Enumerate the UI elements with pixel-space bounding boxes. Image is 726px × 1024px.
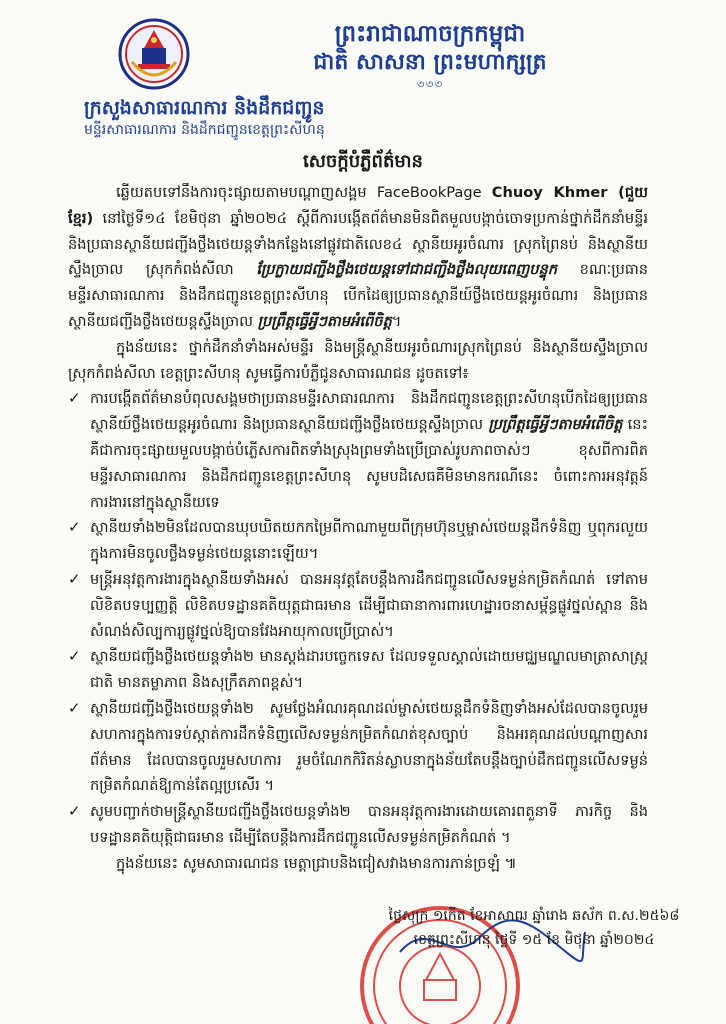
list-item [68, 696, 648, 799]
closing-paragraph: ក្នុងន័យនេះ សូមសាធារណជន មេត្តាជ្រាបនិងជៀសវាងមានការភាន់ច្រឡំ ៕ [116, 854, 517, 872]
department-name: មន្ទីរសាធារណការ និងដឹកជញ្ជូនខេត្តព្រះសីហនុ [84, 122, 325, 138]
list-item [68, 799, 648, 851]
bullet1-text-a: ការបង្កើតព័ត៌មានបំពុលសង្គមថាប្រធានមន្ទីរសាធារណការ និងដឹកជញ្ជូនខេត្តព្រះសីហនុបើកដៃឲ្យប្រធានស្ថានីយ៍ថ្លឹងថេយន្តអូរចំណារ និងប្រធានស្ថានីយជញ្ជីងថ្លឹងថេយន្តស្ទឹងច្រាល [90, 390, 648, 434]
ministry-name: ក្រសួងសាធារណការ និងដឹកជញ្ជូន [84, 97, 325, 119]
bullet6-text: សូមបញ្ជាក់ថាមន្ត្រីស្ថានីយជញ្ជីងថ្លឹងថេយន្តទាំង២ បានអនុវត្តការងារដោយគោរពតួនាទី ភារកិច្ច និងបទដ្ឋានគតិយុត្តិជាធរមាន ដើម្បីតែបន្តឹងការដឹកជញ្ជូនលើសទម្ងន់កម្រិតកំណត់ ។ [90, 803, 648, 846]
solar-date: ខេត្តព្រះសីហនុ ថ្ងៃទី ១៥ ខែ មិថុនា ឆ្នាំ២០២៤ [413, 932, 655, 948]
kingdom-title: ព្រះរាជាណាចក្រកម្ពុជា [334, 21, 526, 47]
paragraph-clarification-intro: ក្នុងន័យនេះ ថ្នាក់ដឹកនាំទាំងអស់មន្ទីរ និងមន្ត្រីស្ថានីយអូរចំណារស្រុកព្រៃនប់ និងស្ថានីយស្ទឹងច្រាល ស្រុកកំពង់សីលា ខេត្តព្រះសីហនុ សូមធ្វើការបំភ្លឺជូនសាធារណជន ដូចតទៅ៖ [68, 338, 648, 382]
paragraph-intro [68, 180, 648, 335]
header-ornament: ৩৩৩ [416, 77, 444, 91]
para1-quote-2: ប្រព្រឹត្តធ្វើអ្វីៗតាមអំពើចិត្ត [257, 312, 392, 330]
para1-end: ។ [391, 312, 402, 330]
clarification-list [68, 386, 648, 850]
bullet1-text-b: នេះគឺជាការចុះផ្សាយមួលបង្កាច់បំភ្លើសការពិតទាំងស្រុងព្រមទាំងប្រើប្រាស់រូបភាពចាស់ៗ ខុសពីការពិត មន្ទីរសាធារណការ និងដឹកជញ្ជូនខេត្តព្រះសីហនុ សូមបដិសេធគឺមិនមានករណីនេះ ចំពោះការអនុវត្តន៍ការងារនៅក្នុងស្ថានីយទេ [90, 416, 648, 511]
ministry-logo-icon [118, 18, 190, 90]
list-item [68, 386, 648, 515]
para1-text-b: នៅថ្ងៃទី១៤ ខែមិថុនា ឆ្នាំ២០២៤ ស្តីពីការបង្កើតព័ត៌មានមិនពិតមួលបង្កាច់ចោទប្រកាន់ថ្នាក់ដឹកនាំមន្ទីរ និងប្រធានស្ថានីយជញ្ជីងថ្លឹងថេយន្តទាំងកន្លែងនៅផ្លូវជាតិលេខ៤ ស្ថានីយអូរចំណារ ស្រុកព្រៃនប់ និងស្ថានីយស្ទឹងច្រាល ស្រុកកំពង់សីលា [68, 209, 648, 279]
bullet1-quote: ប្រព្រឹត្តធ្វើអ្វីៗតាមអំពើចិត្ត [488, 416, 623, 434]
list-item [68, 515, 648, 567]
facebook-page-name: Chuoy Khmer (ជួយខ្មែរ) [68, 184, 648, 227]
checkmark-icon: ✓ [68, 698, 81, 717]
document-body [68, 180, 648, 877]
checkmark-icon: ✓ [68, 802, 81, 821]
kingdom-header [300, 20, 560, 91]
list-item [68, 644, 648, 696]
checkmark-icon: ✓ [68, 569, 81, 588]
bullet4-text: ស្ថានីយជញ្ជីងថ្លឹងថេយន្តទាំង២ មានស្តង់ដារបច្ចេកទេស ដែលទទួលស្គាល់ដោយមជ្ឈមណ្ឌលមាត្រាសាស្ត្រជាតិ មានតម្លាភាព និងសុក្រឹតភាពខ្ពស់។ [90, 648, 648, 692]
checkmark-icon: ✓ [68, 647, 81, 666]
checkmark-icon: ✓ [68, 389, 81, 408]
para1-text-a: ឆ្លើយតបទៅនឹងការចុះផ្សាយតាមបណ្តាញសង្គម FaceBookPage [116, 184, 492, 201]
national-motto: ជាតិ សាសនា ព្រះមហាក្សត្រ [313, 50, 547, 75]
list-item [68, 567, 648, 644]
date-block [384, 904, 684, 952]
checkmark-icon: ✓ [68, 518, 81, 537]
bullet2-text: ស្ថានីយទាំង២មិនដែលបានឃុបឃិតយកកម្រៃពីកាណាមួយពីក្រុមហ៊ុនឬម្ចាស់ថេយន្តដឹកទំនិញ ឬពុករលួយ ក្នុងការមិនចូលថ្លឹងទម្ងន់ថេយន្តនោះឡើយ។ [90, 519, 648, 563]
document-title: សេចក្តីបំភ្លឺព័ត៌មាន [303, 151, 423, 172]
lunar-date: ថ្ងៃសុក្រ ១កើត ខែអាសាឍ ឆ្នាំរោង ឆស័ក ព.ស.២៥៦៨ [388, 908, 680, 924]
ministry-block [84, 96, 384, 140]
bullet3-text: មន្ត្រីអនុវត្តការងារក្នុងស្ថានីយទាំងអស់ បានអនុវត្តតែបន្តឹងការដឹកជញ្ជូនលើសទម្ងន់កម្រិតកំណត់ ទៅតាមលិខិតបទប្បញ្ញត្តិ លិខិតបទដ្ឋានគតិយុត្តជាធរមាន ដើម្បីជាធានាការពារហេដ្ឋារចនាសម្ព័ន្ធផ្លូវថ្នល់ស្ពាន និងសំណង់សិល្បការ្យផ្លូវថ្នល់ឱ្យបានវែងអាយុកាលប្រើប្រាស់។ [90, 570, 648, 640]
para1-quote-1: ប្រែក្លាយជញ្ជីងថ្លឹងថេយន្តទៅជាជញ្ជីងថ្លឹងលុយពេញបន្ទុក [256, 261, 558, 279]
para1-text-c: ខណៈប្រធានមន្ទីរសាធារណការ និងដឹកជញ្ជូនខេត្តព្រះសីហនុ បើកដៃឲ្យប្រធានស្ថានីយ៍ថ្លឹងថេយន្តអូរចំណារ និងប្រធានស្ថានីយជញ្ជីងថ្លឹងថេយន្តស្ទឹងច្រាល [68, 261, 648, 330]
bullet5-text: ស្ថានីយជញ្ជីងថ្លឹងថេយន្តទាំង២ សូមថ្លែងអំណរគុណដល់ម្ចាស់ថេយន្តដឹកទំនិញទាំងអស់ដែលបានចូលរួមសហការក្នុងការទប់ស្កាត់ការដឹកទំនិញលើសទម្ងន់កម្រិតកំណត់ខុសច្បាប់ និងអរគុណដល់បណ្តាញសារព័ត៌មាន ដែលបានចូលរួមសហការ រួមចំណែកកិរិតន់ស្លាបនាក្នុងន័យតែបន្តឹងច្បាប់ដឹកជញ្ជូនលើសទម្ងន់កម្រិតកំណត់ឱ្យកាន់តែល្អប្រសើរ ។ [90, 699, 648, 795]
